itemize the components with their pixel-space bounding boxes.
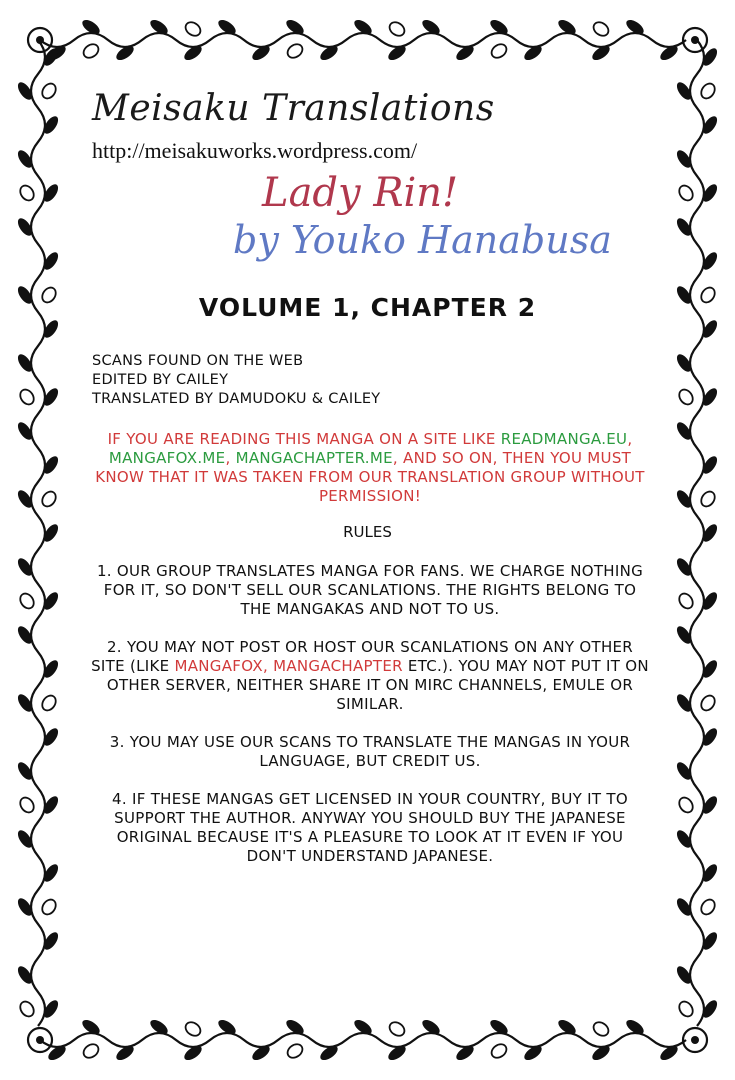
vine-flower-bud <box>183 19 203 38</box>
rules-list <box>90 562 650 885</box>
vine-stem <box>40 1033 686 1047</box>
group-name: Meisaku Translations <box>92 88 495 129</box>
vine-flower-bud <box>39 489 58 509</box>
rule-2-sites: MANGAFOX, MANGACHAPTER <box>174 657 403 675</box>
vine-flower-bud <box>698 81 717 101</box>
vine-flower-bud <box>698 489 717 509</box>
warning-sep: , <box>225 449 236 467</box>
vine-flower-bud <box>17 591 36 611</box>
vine-flower-bud <box>39 693 58 713</box>
credit-editor: EDITED BY CAILEY <box>92 372 229 388</box>
vine-flower-bud <box>17 387 36 407</box>
vine-flower-bud <box>17 999 36 1019</box>
vine-flower-bud <box>591 19 611 38</box>
vine-flower-bud <box>39 81 58 101</box>
vine-flower-bud <box>17 183 36 203</box>
vine-flower-bud <box>183 1019 203 1038</box>
rule-2-text-end: ETC.). YOU MAY NOT PUT IT ON OTHER SERVER, NEITHER SHARE IT ON MIRC CHANNELS, EMULE OR SIMILAR. <box>106 657 649 713</box>
manga-title: Lady Rin! <box>262 170 459 216</box>
site-mangachapter: MANGACHAPTER.ME <box>235 449 393 467</box>
vine-flower-bud <box>698 693 717 713</box>
corner-curl-center <box>36 1036 44 1044</box>
chapter-heading: VOLUME 1, CHAPTER 2 <box>198 293 537 322</box>
group-url: http://meisakuworks.wordpress.com/ <box>92 138 418 163</box>
piracy-warning <box>90 430 650 506</box>
vine-flower-bud <box>387 1019 407 1038</box>
warning-tail: , AND SO ON, THEN YOU MUST KNOW THAT IT WAS TAKEN FROM OUR TRANSLATION GROUP WITHOUT PERMISSION! <box>95 449 645 505</box>
site-readmanga: READMANGA.EU <box>500 430 628 448</box>
rules-heading: RULES <box>343 523 392 541</box>
vine-flower-bud <box>489 1041 509 1060</box>
vine-flower-bud <box>676 795 695 815</box>
corner-curl-center <box>36 36 44 44</box>
site-mangafox: MANGAFOX.ME <box>108 449 226 467</box>
warning-sep: , <box>627 430 633 448</box>
vine-flower-bud <box>698 897 717 917</box>
vine-flower-bud <box>17 795 36 815</box>
vine-flower-bud <box>489 41 509 60</box>
vine-flower-bud <box>39 897 58 917</box>
credits-block <box>92 352 612 409</box>
credit-scans: SCANS FOUND ON THE WEB <box>92 353 304 369</box>
vine-flower-bud <box>676 999 695 1019</box>
rule-1: 1. OUR GROUP TRANSLATES MANGA FOR FANS. WE CHARGE NOTHING FOR IT, SO DON'T SELL OUR SCANLATIONS. THE RIGHTS BELONG TO THE MANGAKAS AND NOT TO US. <box>96 562 644 618</box>
vine-flower-bud <box>285 1041 305 1060</box>
rule-2-text: 2. YOU MAY NOT POST OR HOST OUR SCANLATIONS ON ANY OTHER SITE (LIKE <box>91 638 634 675</box>
vine-flower-bud <box>676 183 695 203</box>
author-line: by Youko Hanabusa <box>233 218 612 262</box>
rule-2 <box>90 638 650 714</box>
credit-translators: TRANSLATED BY DAMUDOKU & CAILEY <box>92 391 381 407</box>
rule-4: 4. IF THESE MANGAS GET LICENSED IN YOUR COUNTRY, BUY IT TO SUPPORT THE AUTHOR. ANYWAY YOU SHOULD BUY THE JAPANESE ORIGINAL BECAUSE IT'S A PLEASURE TO LOOK AT IT EVEN IF YOU DON'T UNDERSTAND JAPANESE. <box>112 790 628 865</box>
corner-curl-center <box>691 36 699 44</box>
corner-curl-center <box>691 1036 699 1044</box>
warning-intro: IF YOU ARE READING THIS MANGA ON A SITE LIKE <box>107 430 496 448</box>
vine-flower-bud <box>676 591 695 611</box>
vine-flower-bud <box>81 41 101 60</box>
vine-stem <box>40 33 686 47</box>
rule-3: 3. YOU MAY USE OUR SCANS TO TRANSLATE THE MANGAS IN YOUR LANGUAGE, BUT CREDIT US. <box>109 733 631 770</box>
vine-flower-bud <box>676 387 695 407</box>
vine-flower-bud <box>387 19 407 38</box>
vine-flower-bud <box>591 1019 611 1038</box>
vine-flower-bud <box>285 41 305 60</box>
vine-flower-bud <box>81 1041 101 1060</box>
